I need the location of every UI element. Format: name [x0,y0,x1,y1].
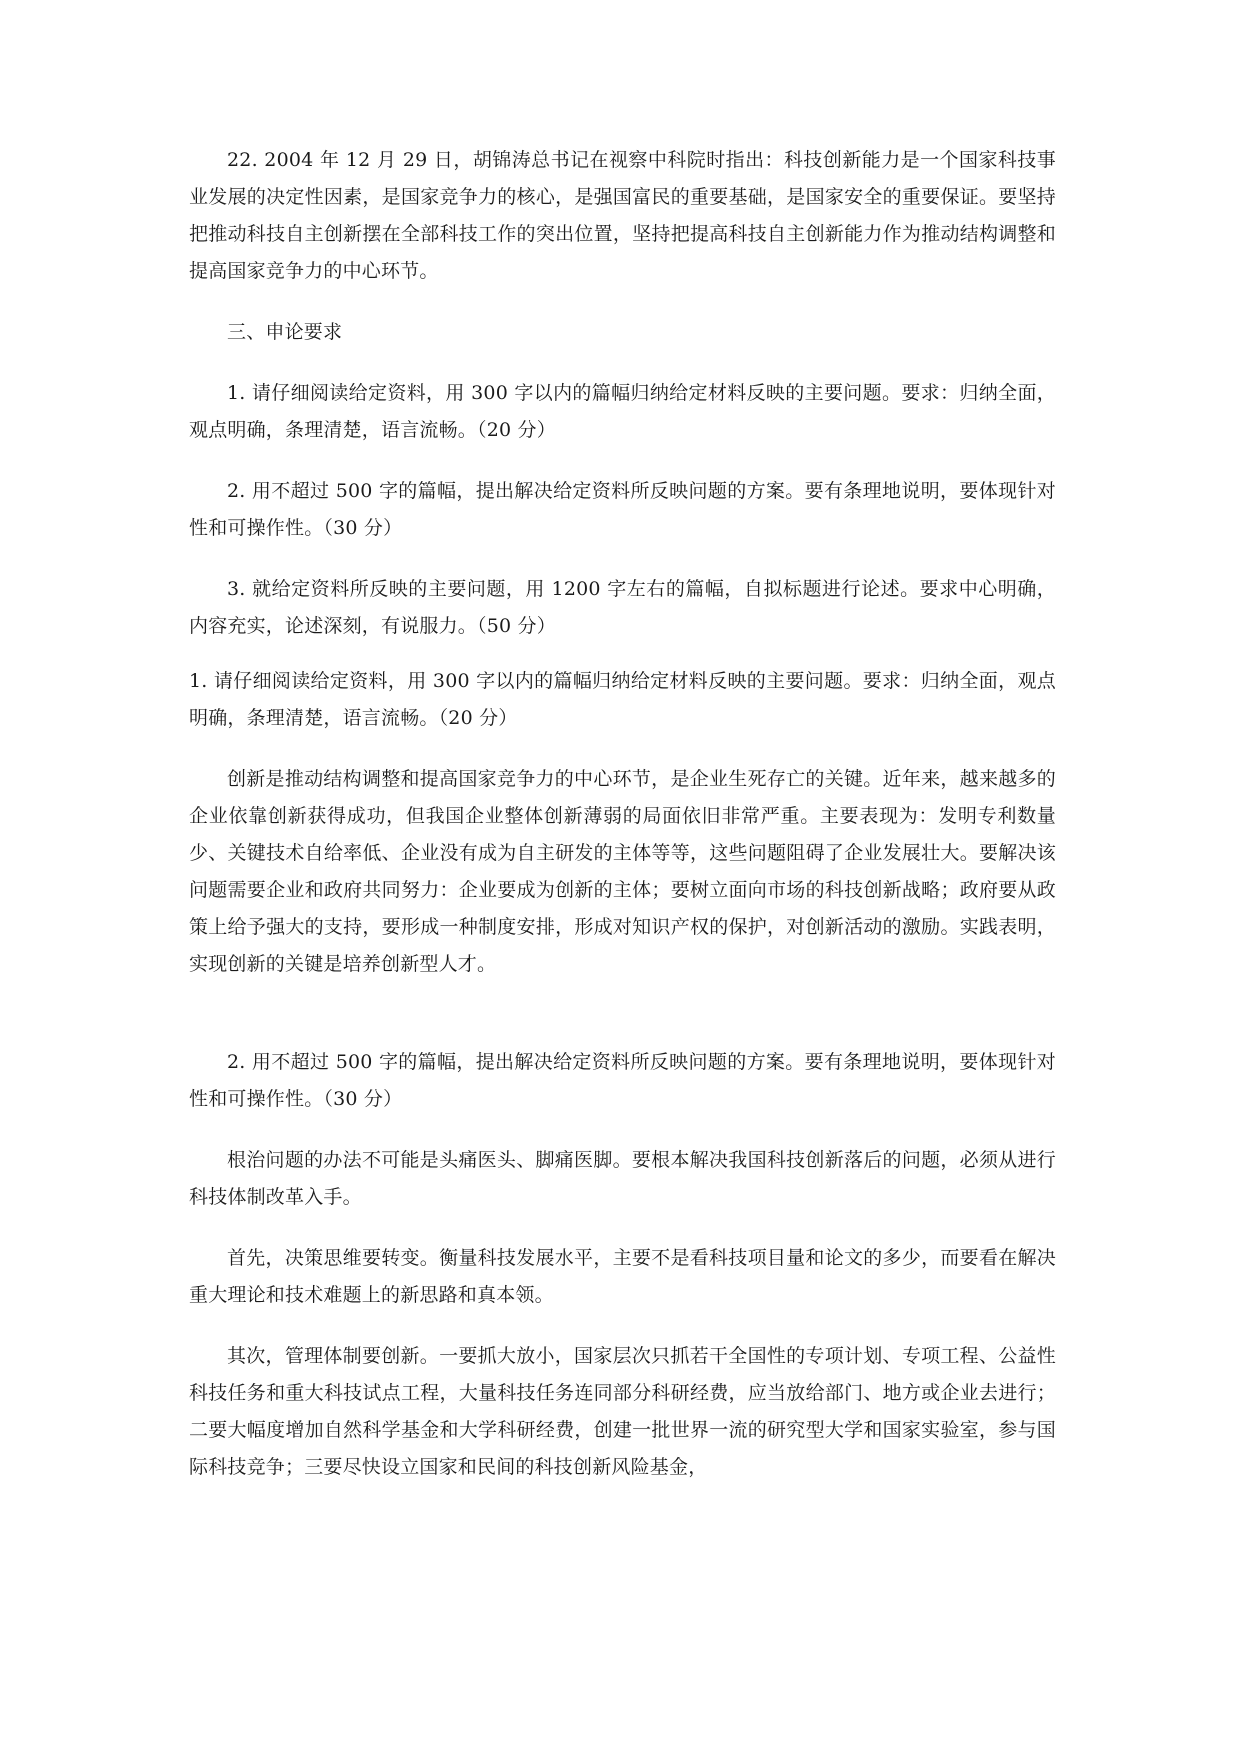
requirement-1: 1. 请仔细阅读给定资料，用 300 字以内的篇幅归纳给定材料反映的主要问题。要求：归纳全面，观点明确，条理清楚，语言流畅。（20 分） [189,382,1056,441]
answer-question-1: 1. 请仔细阅读给定资料，用 300 字以内的篇幅归纳给定材料反映的主要问题。要求：归纳全面，观点明确，条理清楚，语言流畅。（20 分） [189,670,1056,729]
paragraph-background-hu-jintao-quote: 22. 2004 年 12 月 29 日，胡锦涛总书记在视察中科院时指出：科技创新能力是一个国家科技事业发展的决定性因素，是国家竞争力的核心，是强国富民的重要基础，是国家安全的重要保证。要坚持把推动科技自主创新摆在全部科技工作的突出位置，坚持把提高科技自主创新能力作为推动结构调整和提高国家竞争力的中心环节。 [189,149,1056,282]
answer-question-2: 2. 用不超过 500 字的篇幅，提出解决给定资料所反映问题的方案。要有条理地说明，要体现针对性和可操作性。（30 分） [189,1051,1056,1110]
document-body [189,142,1056,1486]
section-heading-requirements: 三、申论要求 [227,321,343,343]
requirement-3: 3. 就给定资料所反映的主要问题，用 1200 字左右的篇幅，自拟标题进行论述。要求中心明确，内容充实，论述深刻，有说服力。（50 分） [189,578,1056,637]
answer-1-body: 创新是推动结构调整和提高国家竞争力的中心环节，是企业生死存亡的关键。近年来，越来越多的企业依靠创新获得成功，但我国企业整体创新薄弱的局面依旧非常严重。主要表现为：发明专利数量少、关键技术自给率低、企业没有成为自主研发的主体等等，这些问题阻碍了企业发展壮大。要解决该问题需要企业和政府共同努力：企业要成为创新的主体；要树立面向市场的科技创新战略；政府要从政策上给予强大的支持，要形成一种制度安排，形成对知识产权的保护，对创新活动的激励。实践表明，实现创新的关键是培养创新型人才。 [189,768,1056,975]
answer-2-first-point: 首先，决策思维要转变。衡量科技发展水平，主要不是看科技项目量和论文的多少，而要看在解决重大理论和技术难题上的新思路和真本领。 [189,1247,1056,1306]
answer-2-second-point: 其次，管理体制要创新。一要抓大放小，国家层次只抓若干全国性的专项计划、专项工程、公益性科技任务和重大科技试点工程，大量科技任务连同部分科研经费，应当放给部门、地方或企业去进行；二要大幅度增加自然科学基金和大学科研经费，创建一批世界一流的研究型大学和国家实验室，参与国际科技竞争；三要尽快设立国家和民间的科技创新风险基金， [189,1345,1056,1478]
answer-2-intro: 根治问题的办法不可能是头痛医头、脚痛医脚。要根本解决我国科技创新落后的问题，必须从进行科技体制改革入手。 [189,1149,1056,1208]
requirement-2: 2. 用不超过 500 字的篇幅，提出解决给定资料所反映问题的方案。要有条理地说明，要体现针对性和可操作性。（30 分） [189,480,1056,539]
